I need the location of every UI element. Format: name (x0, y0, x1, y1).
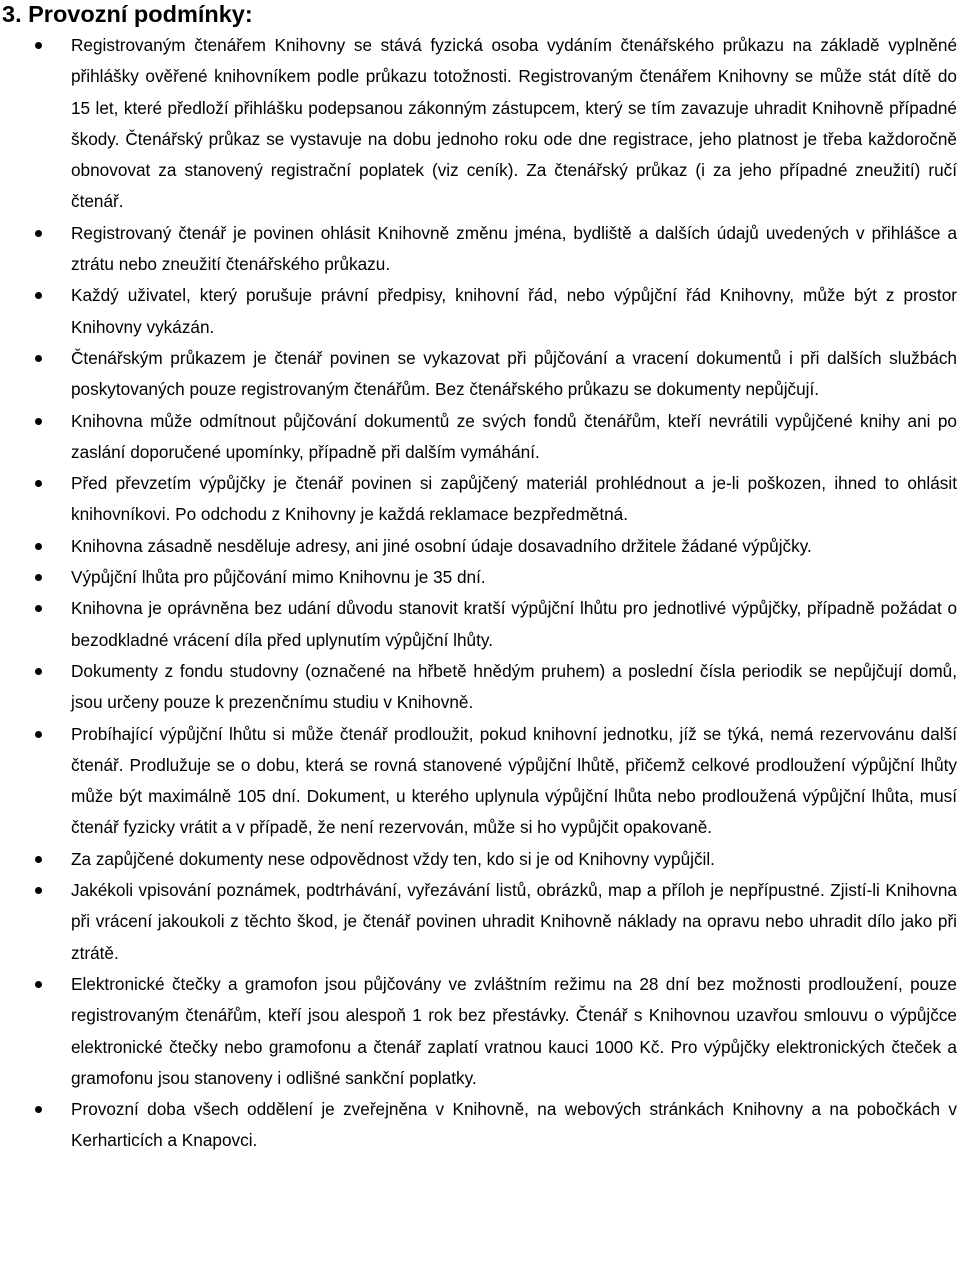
conditions-list (0, 30, 960, 1157)
list-item (0, 875, 957, 969)
list-item (0, 562, 957, 593)
bullet-icon (35, 543, 42, 550)
list-item (0, 531, 957, 562)
bullet-icon (35, 731, 42, 738)
list-item (0, 1094, 957, 1157)
list-item (0, 969, 957, 1094)
list-item-text: Před převzetím výpůjčky je čtenář povinen si zapůjčený materiál prohlédnout a je-li poškozen, ihned to ohlásit knihovníkovi. Po odchodu z Knihovny je každá reklamace bezpředmětná. (71, 473, 957, 525)
list-item-text: Knihovna může odmítnout půjčování dokumentů ze svých fondů čtenářům, kteří nevrátili vypůjčené knihy ani po zaslání doporučené upomínky, případně při dalším vymáhání. (71, 410, 957, 462)
list-item-text: Elektronické čtečky a gramofon jsou půjčovány ve zvláštním režimu na 28 dní bez možnosti prodloužení, pouze registrovaným čtenářům, kteří jsou alespoň 1 rok bez přestávky. Čtenář s Knihovnou uzavřou smlouvu o výpůjčce elektronické čtečky nebo gramofonu a čtenář zaplatí vratnou kauci 1000 Kč. Pro výpůjčky elektronických čteček a gramofonu jsou stanoveny i odlišné sankční poplatky. (71, 973, 957, 1088)
bullet-icon (35, 230, 42, 237)
list-item (0, 406, 957, 469)
list-item (0, 30, 957, 218)
list-item (0, 719, 957, 844)
bullet-icon (35, 480, 42, 487)
list-item-text: Čtenářským průkazem je čtenář povinen se vykazovat při půjčování a vracení dokumentů i při dalších službách poskytovaných pouze registrovaným čtenářům. Bez čtenářského průkazu se dokumenty nepůjčují. (71, 347, 957, 400)
list-item-text: Každý uživatel, který porušuje právní předpisy, knihovní řád, nebo výpůjční řád Knihovny, může být z prostor Knihovny vykázán. (71, 285, 957, 337)
list-item (0, 343, 957, 406)
list-item-text: Jakékoli vpisování poznámek, podtrhávání, vyřezávání listů, obrázků, map a příloh je nepřípustné. Zjistí-li Knihovna při vrácení jakoukoli z těchto škod, je čtenář povinen uhradit Knihovně náklady na opravu nebo uhradit dílo jako při ztrátě. (71, 880, 957, 963)
bullet-icon (35, 355, 42, 362)
list-item-text: Probíhající výpůjční lhůtu si může čtenář prodloužit, pokud knihovní jednotku, jíž se týká, nemá rezervovánu další čtenář. Prodlužuje se o dobu, která se rovná stanovené výpůjční lhůtě, přičemž celkové prodloužení výpůjční lhůty může být maximálně 105 dní. Dokument, u kterého uplynula výpůjční lhůta nebo prodloužená výpůjční lhůta, musí čtenář fyzicky vrátit a v případě, že není rezervován, může si ho vypůjčit opakovaně. (71, 723, 957, 838)
list-item (0, 656, 957, 719)
list-item (0, 844, 957, 875)
list-item-text: Výpůjční lhůta pro půjčování mimo Knihovnu je 35 dní. (71, 567, 486, 588)
list-item-text: Dokumenty z fondu studovny (označené na hřbetě hnědým pruhem) a poslední čísla periodik se nepůjčují domů, jsou určeny pouze k prezenčnímu studiu v Knihovně. (71, 660, 957, 713)
bullet-icon (35, 856, 42, 863)
list-item (0, 218, 957, 281)
list-item (0, 593, 957, 656)
list-item-text: Knihovna je oprávněna bez udání důvodu stanovit kratší výpůjční lhůtu pro jednotlivé výpůjčky, případně požádat o bezodkladné vrácení díla před uplynutím výpůjční lhůty. (71, 598, 957, 650)
list-item-text: Registrovaným čtenářem Knihovny se stává fyzická osoba vydáním čtenářského průkazu na základě vyplněné přihlášky ověřené knihovníkem podle průkazu totožnosti. Registrovaným čtenářem Knihovny se může stát dítě do 15 let, které předloží přihlášku podepsanou zákonným zástupcem, který se tím zavazuje uhradit Knihovně případné škody. Čtenářský průkaz se vystavuje na dobu jednoho roku ode dne registrace, jeho platnost je třeba každoročně obnovovat za stanovený registrační poplatek (viz ceník). Za čtenářský průkaz (i za jeho případné zneužití) ručí čtenář. (71, 35, 957, 212)
section-heading: 3. Provozní podmínky: (2, 1, 253, 27)
list-item (0, 468, 957, 531)
bullet-icon (35, 292, 42, 299)
bullet-icon (35, 887, 42, 894)
bullet-icon (35, 42, 42, 49)
list-item-text: Za zapůjčené dokumenty nese odpovědnost vždy ten, kdo si je od Knihovny vypůjčil. (71, 848, 715, 869)
bullet-icon (35, 981, 42, 988)
bullet-icon (35, 1106, 42, 1113)
list-item-text: Registrovaný čtenář je povinen ohlásit Knihovně změnu jména, bydliště a dalších údajů uvedených v přihlášce a ztrátu nebo zneužití čtenářského průkazu. (71, 222, 957, 275)
bullet-icon (35, 418, 42, 425)
bullet-icon (35, 605, 42, 612)
list-item-text: Knihovna zásadně nesděluje adresy, ani jiné osobní údaje dosavadního držitele žádané výpůjčky. (71, 535, 812, 556)
list-item (0, 280, 957, 343)
bullet-icon (35, 574, 42, 581)
list-item-text: Provozní doba všech oddělení je zveřejněna v Knihovně, na webových stránkách Knihovny a na pobočkách v Kerharticích a Knapovci. (71, 1099, 957, 1151)
bullet-icon (35, 668, 42, 675)
